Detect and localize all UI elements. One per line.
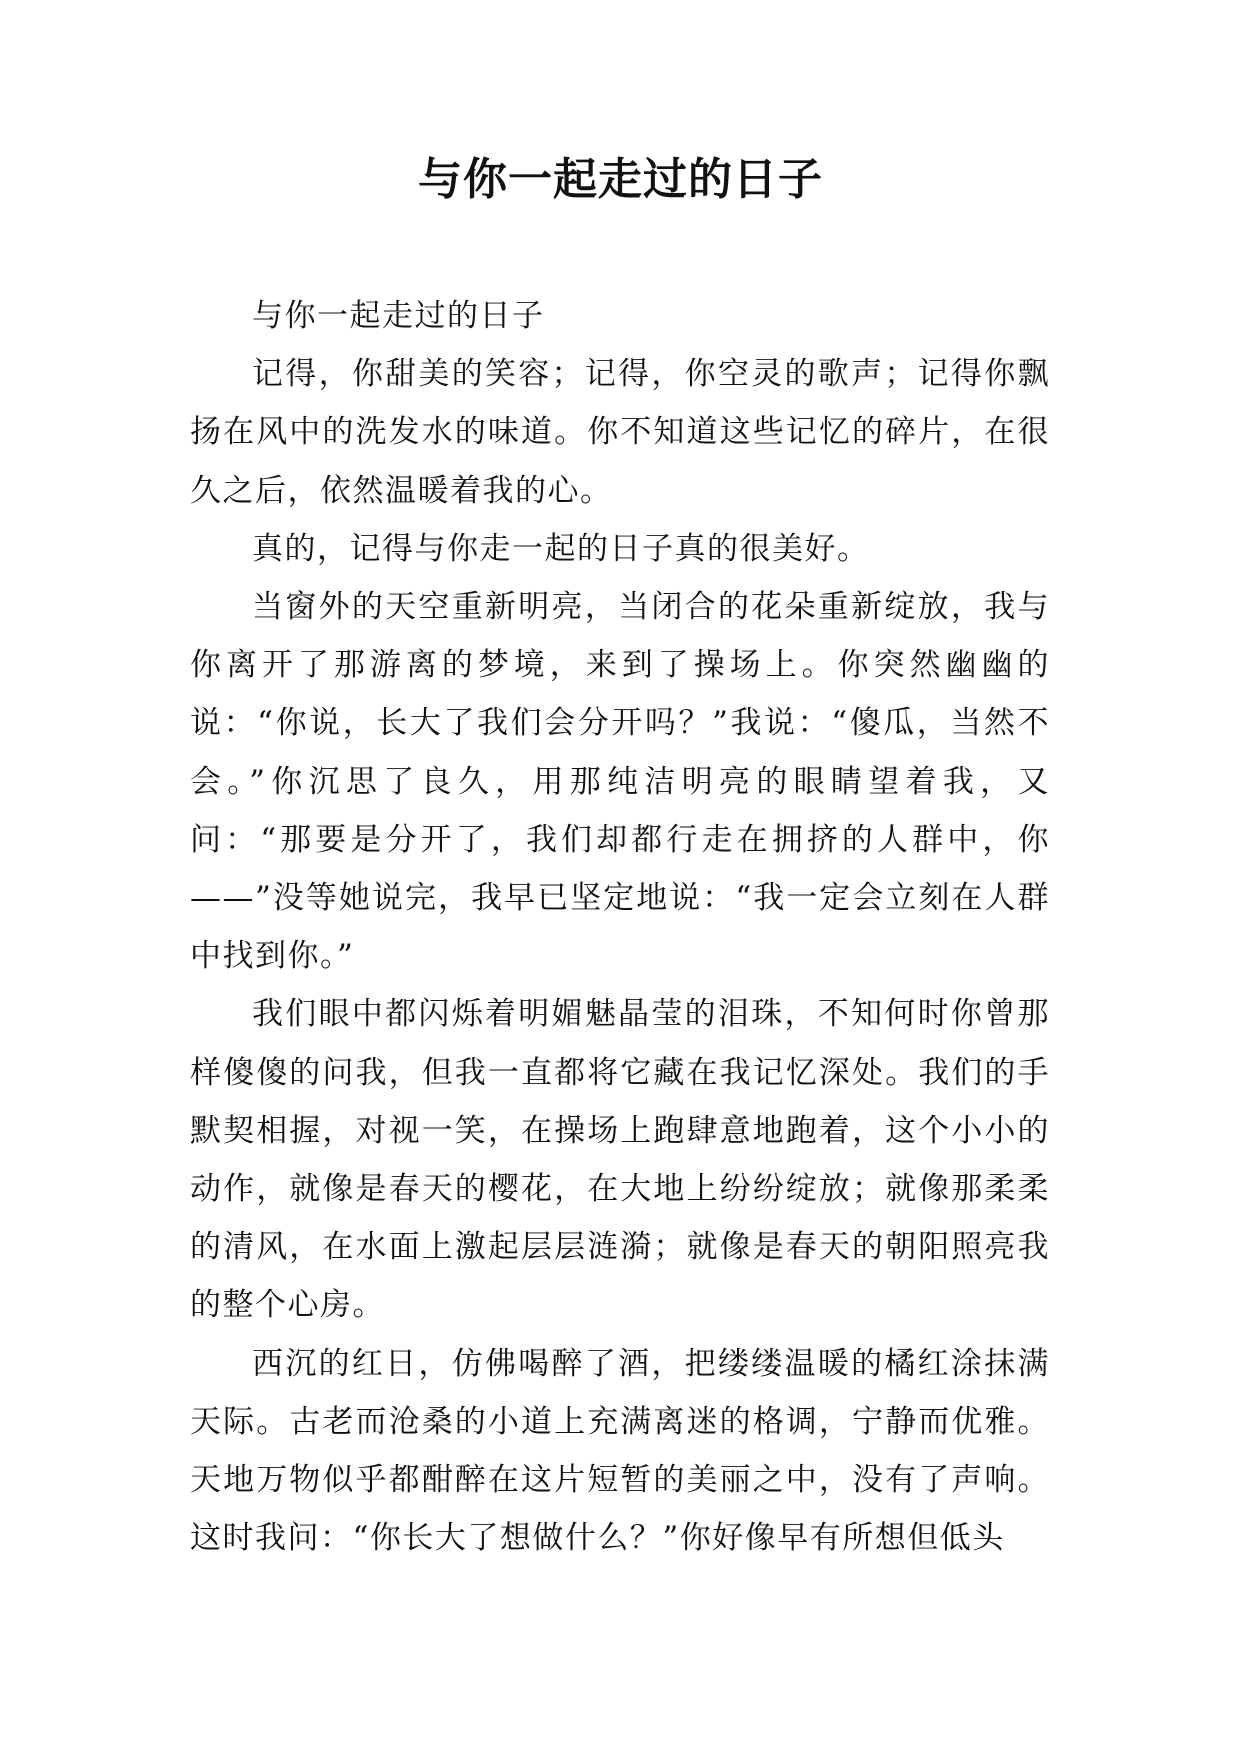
paragraph: 当窗外的天空重新明亮，当闭合的花朵重新绽放，我与你离开了那游离的梦境，来到了操场上。你突然幽幽的说：“你说，长大了我们会分开吗？”我说：“傻瓜，当然不会。”你沉思了良久，用那纯洁明亮的眼睛望着我，又问：“那要是分开了，我们却都行走在拥挤的人群中，你——”没等她说完，我早已坚定地说：“我一定会立刻在人群中找到你。” xyxy=(190,589,1050,975)
document-title: 与你一起走过的日子 xyxy=(418,154,823,205)
paragraph: 真的，记得与你走一起的日子真的很美好。 xyxy=(252,530,870,567)
paragraph-heading: 与你一起走过的日子 xyxy=(252,298,545,334)
document-body xyxy=(190,287,1050,1567)
paragraph: 西沉的红日，仿佛喝醉了酒，把缕缕温暖的橘红涂抹满天际。古老而沧桑的小道上充满离迷的格调，宁静而优雅。天地万物似乎都酣醉在这片短暂的美丽之中，没有了声响。这时我问：“你长大了想做什么？”你好像早有所想但低头 xyxy=(190,1345,1050,1557)
paragraph: 记得，你甜美的笑容；记得，你空灵的歌声；记得你飘扬在风中的洗发水的味道。你不知道这些记忆的碎片，在很久之后，依然温暖着我的心。 xyxy=(190,356,1050,509)
paragraph: 我们眼中都闪烁着明媚魅晶莹的泪珠，不知何时你曾那样傻傻的问我，但我一直都将它藏在我记忆深处。我们的手默契相握，对视一笑，在操场上跑肆意地跑着，这个小小的动作，就像是春天的樱花，在大地上纷纷绽放；就像那柔柔的清风，在水面上激起层层涟漪；就像是春天的朝阳照亮我的整个心房。 xyxy=(190,996,1050,1324)
